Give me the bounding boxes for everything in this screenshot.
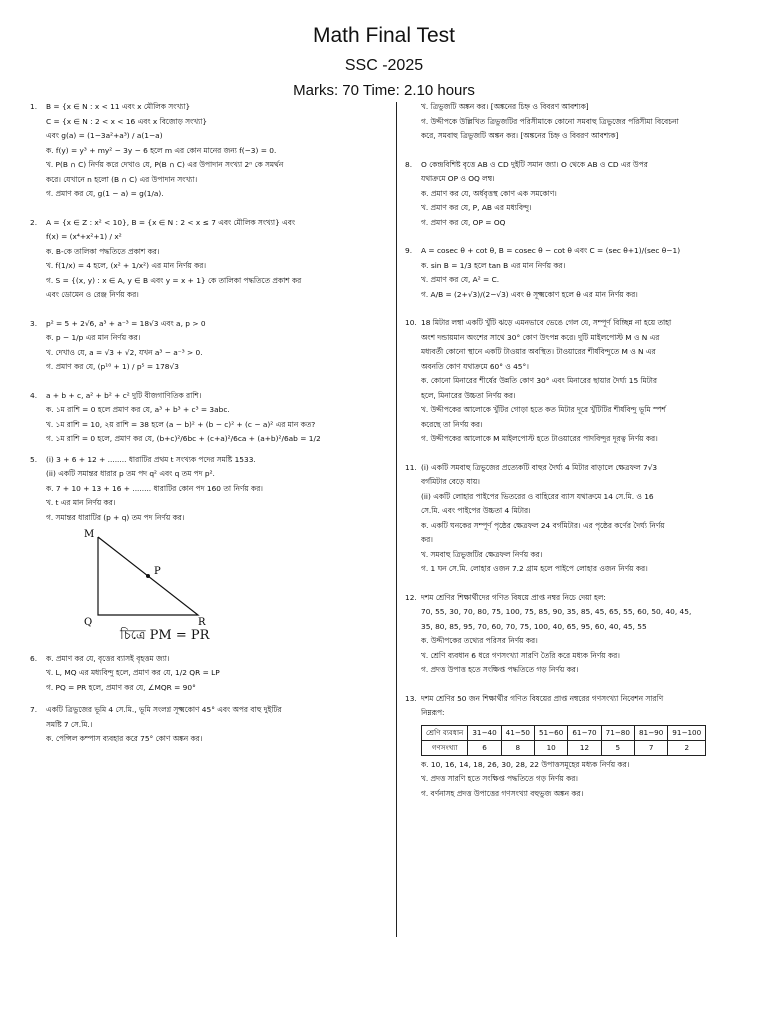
table-cell: 10 xyxy=(534,740,567,755)
table-cell: 12 xyxy=(568,740,601,755)
question-line: সমষ্টি 7 সে.মি.। xyxy=(46,719,93,729)
question-line: খ. f(1/x) = 4 হলে, (x² + 1/x²) এর মান নির্ণয় কর। xyxy=(46,261,206,270)
question-8 xyxy=(405,158,741,231)
question-line: গ. S = {(x, y) : x ∈ A, y ∈ B এবং y = x + 1} কে তালিকা পদ্ধতিতে প্রকাশ কর xyxy=(46,275,302,285)
question-line: গ. উদ্দীপকের আলোকে M মাইলপোস্ট হতে টাওয়ারের পাদবিন্দুর দূরত্ব নির্ণয় কর। xyxy=(421,434,658,443)
question-line: a + b + c, a² + b² + c² দুটি বীজগাণিতিক রাশি। xyxy=(46,390,202,400)
question-line: খ. ত্রিভুজটি অঙ্কন কর। [অঙ্কনের চিহ্ন ও বিবরণ আবশ্যক] xyxy=(421,102,589,111)
question-line: ক. 10, 16, 14, 18, 26, 30, 28, 22 উপাত্তসমূহের মধ্যক নির্ণয় কর। xyxy=(421,759,630,769)
question-number: 3. xyxy=(30,318,38,328)
question-line: খ. P(B ∩ C) নির্ণয় করে দেখাও যে, P(B ∩ C) এর উপাদান সংখ্যা 2ⁿ কে সমর্থন xyxy=(46,160,284,169)
question-line: গ. বর্ণনাসহ প্রদত্ত উপাত্তের গণসংখ্যা বহুভুজ অঙ্কন কর। xyxy=(421,788,584,798)
right-column xyxy=(405,100,741,801)
question-line: একটি ত্রিভুজের ভূমি 4 সে.মি., ভূমি সংলগ্ন সূক্ষ্মকোণ 45° এবং অপর বাহু দুইটির xyxy=(46,705,282,714)
question-line: B = {x ∈ N : x < 11 এবং x মৌলিক সংখ্যা} xyxy=(46,102,191,111)
vertex-label-p: P xyxy=(154,566,161,577)
question-line: ক. প্রমাণ কর যে, অর্ধবৃত্তস্থ কোণ এক সমকোণ। xyxy=(421,188,557,198)
question-line: খ. প্রমাণ কর যে, A² = C. xyxy=(421,275,500,284)
question-line: যথাক্রমে OP ও OQ লম্ব। xyxy=(421,174,495,183)
question-line: ক. কোনো মিনারের শীর্ষের উন্নতি কোণ 30° এবং মিনারের ছায়ার দৈর্ঘ্য 15 মিটার xyxy=(421,376,657,385)
vertex-label-m: M xyxy=(84,529,95,540)
table-cell: 61−70 xyxy=(568,725,601,740)
question-line: খ. শ্রেণি ব্যবধান 6 ধরে গণসংখ্যা সারণি তৈরি করে মধ্যক নির্ণয় কর। xyxy=(421,650,620,660)
question-number: 1. xyxy=(30,102,38,111)
question-line: খ. L, MQ এর মধ্যবিন্দু হলে, প্রমাণ কর যে, 1/2 QR = LP xyxy=(46,668,220,677)
question-line: এবং ডোমেন ও রেঞ্জ নির্ণয় কর। xyxy=(46,290,139,299)
figure-caption: চিত্রে PM = PR xyxy=(120,628,210,643)
question-12 xyxy=(405,591,741,678)
question-line: গ. প্রমাণ কর যে, g(1 − a) = g(1/a). xyxy=(46,189,164,198)
question-number: 12. xyxy=(405,592,417,602)
question-number: 8. xyxy=(405,159,413,169)
exam-subtitle: SSC -2025 xyxy=(344,57,424,74)
question-11 xyxy=(405,461,741,577)
question-line: বর্গমিটার বেড়ে যায়। xyxy=(421,477,480,486)
question-13 xyxy=(405,692,741,802)
question-number: 2. xyxy=(30,217,38,227)
question-number: 7. xyxy=(30,705,38,714)
question-line: p² = 5 + 2√6, a³ + a⁻³ = 18√3 এবং a, p > 0 xyxy=(46,318,206,328)
question-line: 70, 55, 30, 70, 80, 75, 100, 75, 85, 90, 35, 85, 45, 65, 55, 60, 50, 40, 45, xyxy=(421,607,692,616)
question-line: 18 মিটার লম্বা একটি খুঁটি ঝড়ে এমনভাবে ভেঙে গেল যে, সম্পূর্ণ বিচ্ছিন্ন না হয়ে তাহা xyxy=(421,318,672,327)
question-line: ক. উদ্দীপকের তথ্যের পরিসর নির্ণয় কর। xyxy=(421,636,538,645)
vertex-label-q: Q xyxy=(84,617,93,628)
question-line: কর। xyxy=(421,535,433,544)
question-7 xyxy=(30,703,392,747)
question-line: ক. একটি ঘনকের সম্পূর্ণ পৃষ্ঠের ক্ষেত্রফল 24 বর্গমিটার। এর পৃষ্ঠের কর্ণের দৈর্ঘ্য নির্ণয় xyxy=(421,520,665,530)
question-1 xyxy=(30,100,392,202)
left-column xyxy=(30,100,392,747)
question-number: 13. xyxy=(405,693,417,703)
question-line: 35, 80, 85, 95, 70, 60, 70, 75, 100, 40, 65, 95, 60, 40, 45, 55 xyxy=(421,621,647,631)
question-line: ক. B-কে তালিকা পদ্ধতিতে প্রকাশ কর। xyxy=(46,246,160,256)
marks-time: Marks: 70 Time: 2.10 hours xyxy=(293,82,475,99)
vertex-label-r: R xyxy=(198,617,206,628)
table-cell: 41−50 xyxy=(501,725,534,740)
question-7-continued xyxy=(405,100,741,144)
question-line: মধ্যবর্তী কোনো স্থানে একটি টাওয়ার অবস্থিত। টাওয়ারের শীর্ষবিন্দুতে M ও N এর xyxy=(421,347,656,356)
table-row xyxy=(422,725,706,740)
question-number: 6. xyxy=(30,653,38,663)
table-row xyxy=(422,740,706,755)
question-line: গ. প্রমাণ কর যে, OP = OQ xyxy=(421,217,506,227)
question-line: দশম শ্রেণির শিক্ষার্থীদের গণিত বিষয়ে প্রাপ্ত নম্বর নিচে দেয়া হল: xyxy=(421,592,606,602)
question-line: নিম্নরূপ: xyxy=(421,708,445,717)
table-cell: 71−80 xyxy=(601,725,634,740)
question-line: খ. উদ্দীপকের আলোকে খুঁটির গোড়া হতে কত মিটার দূরে খুঁটিটির শীর্ষবিন্দু ভূমি স্পর্শ xyxy=(421,405,666,414)
question-number: 5. xyxy=(30,454,38,464)
question-line: অবনতি কোণ যথাক্রমে 60° ও 45°। xyxy=(421,361,529,371)
question-line: (i) একটি সমবাহু ত্রিভুজের প্রত্যেকটি বাহুর দৈর্ঘ্য 4 মিটার বাড়ালে ক্ষেত্রফল 7√3 xyxy=(421,462,658,472)
question-line: খ. প্রদত্ত সারণি হতে সংক্ষিপ্ত পদ্ধতিতে গড় নির্ণয় কর। xyxy=(421,774,578,783)
question-line: সে.মি. এবং পাইপের উচ্চতা 4 মিটার। xyxy=(421,506,531,515)
question-line: (ii) একটি সমান্তর ধারার p তম পদ q² এবং q তম পদ p². xyxy=(46,469,215,478)
table-cell: 31−40 xyxy=(468,725,501,740)
question-number: 10. xyxy=(405,318,417,327)
question-line: ক. 7 + 10 + 13 + 16 + ........ ধারাটির কোন পদ 160 তা নির্ণয় কর। xyxy=(46,483,263,493)
question-3 xyxy=(30,317,392,375)
question-line: খ. দেখাও যে, a = √3 + √2, যখন a³ − a⁻³ > 0. xyxy=(46,347,203,357)
question-line: অংশ দন্ডায়মান অংশের সাথে 30° কোণ উৎপন্ন করে। দুটি মাইলপোস্ট M ও N এর xyxy=(421,332,660,342)
table-header-cell: গণসংখ্যা xyxy=(422,740,468,755)
question-number: 11. xyxy=(405,462,417,472)
question-line: গ. প্রমাণ কর যে, (p¹⁰ + 1) / p⁵ = 178√3 xyxy=(46,362,179,371)
frequency-table xyxy=(421,725,706,756)
question-line: খ. প্রমাণ কর যে, P, AB এর মধ্যবিন্দু। xyxy=(421,203,532,212)
table-cell: 81−90 xyxy=(634,725,667,740)
question-line: A = {x ∈ Z : x² < 10}, B = {x ∈ N : 2 < x ≤ 7 এবং মৌলিক সংখ্যা} এবং xyxy=(46,217,296,227)
column-divider xyxy=(396,102,397,937)
page-title: Math Final Test xyxy=(312,24,455,47)
question-line: f(x) = (x⁴+x²+1) / x² xyxy=(46,232,122,241)
question-line: দশম শ্রেণির 50 জন শিক্ষার্থীর গণিত বিষয়ের প্রাপ্ত নম্বরের গণসংখ্যা নিবেশন সারণি xyxy=(421,693,664,703)
question-line: গ. PQ = PR হলে, প্রমাণ কর যে, ∠MQR = 90° xyxy=(46,682,196,692)
question-5 xyxy=(30,453,392,526)
triangle-figure xyxy=(70,529,210,629)
question-line: গ. প্রদত্ত উপাত্ত হতে সংক্ষিপ্ত পদ্ধতিতে গড় নির্ণয় কর। xyxy=(421,665,579,674)
question-9 xyxy=(405,244,741,302)
question-line: (ii) একটি লোহার পাইপের ভিতরের ও বাহিরের ব্যাস যথাক্রমে 14 সে.মি. ও 16 xyxy=(421,491,654,501)
question-line: খ. সমবাহু ত্রিভুজটির ক্ষেত্রফল নির্ণয় কর। xyxy=(421,549,543,559)
question-4 xyxy=(30,389,392,447)
question-line: গ. উদ্দীপকে উল্লিখিত ত্রিভুজটির পরিসীমাকে কোনো সমবাহু ত্রিভুজের পরিসীমা বিবেচনা xyxy=(421,116,679,126)
question-line: ক. f(y) = y³ + my² − 3y − 6 হলে m এর কোন মানের জন্য f(−3) = 0. xyxy=(46,145,277,155)
question-line: করে। যেখানে n হলো (B ∩ C) এর উপাদান সংখ্যা। xyxy=(46,174,198,184)
question-line: ক. প্রমাণ কর যে, বৃত্তের ব্যাসই বৃহত্তম জ্যা। xyxy=(46,653,170,663)
table-header-cell: শ্রেণি ব্যবধান xyxy=(422,725,468,740)
question-line: এবং g(a) = (1−3a²+a³) / a(1−a) xyxy=(46,131,163,140)
question-line: গ. সমান্তর ধারাটির (p + q) তম পদ নির্ণয় কর। xyxy=(46,512,185,522)
question-line: ক. sin B = 1/3 হলে tan B এর মান নির্ণয় কর। xyxy=(421,260,566,270)
table-cell: 8 xyxy=(501,740,534,755)
table-cell: 2 xyxy=(668,740,706,755)
table-cell: 91−100 xyxy=(668,725,706,740)
table-cell: 5 xyxy=(601,740,634,755)
question-line: খ. t এর মান নির্ণয় কর। xyxy=(46,498,116,507)
question-2 xyxy=(30,216,392,303)
question-line: গ. 1 ঘন সে.মি. লোহার ওজন 7.2 গ্রাম হলে পাইপে লোহার ওজন নির্ণয় কর। xyxy=(421,564,648,573)
question-line: A = cosec θ + cot θ, B = cosec θ − cot θ এবং C = (sec θ+1)/(sec θ−1) xyxy=(421,246,681,255)
question-6 xyxy=(30,652,392,696)
question-number: 4. xyxy=(30,390,38,400)
question-line: ক. p − 1/p এর মান নির্ণয় কর। xyxy=(46,333,141,342)
question-line: ক. পেন্সিল কম্পাস ব্যবহার করে 75° কোণ অঙ্কন কর। xyxy=(46,734,203,743)
question-10 xyxy=(405,316,741,447)
question-line: C = {x ∈ N : 2 < x < 16 এবং x বিজোড় সংখ্যা} xyxy=(46,116,208,126)
question-number: 9. xyxy=(405,246,413,255)
question-line: ক. ১ম রাশি = 0 হলে প্রমাণ কর যে, a³ + b³ + c³ = 3abc. xyxy=(46,405,230,414)
table-cell: 7 xyxy=(634,740,667,755)
question-line: O কেন্দ্রবিশিষ্ট বৃত্তে AB ও CD দুইটি সমান জ্যা। O থেকে AB ও CD এর উপর xyxy=(421,159,648,169)
question-line: গ. ১ম রাশি = 0 হলে, প্রমাণ কর যে, (b+c)²/6bc + (c+a)²/6ca + (a+b)²/6ab = 1/2 xyxy=(46,434,321,443)
question-line: করে, সমবাহু ত্রিভুজটি অঙ্কন কর। [অঙ্কনের চিহ্ন ও বিবরণ আবশ্যক] xyxy=(421,131,619,140)
table-cell: 6 xyxy=(468,740,501,755)
question-line: গ. A/B = (2+√3)/(2−√3) এবং θ সূক্ষ্মকোণ হলে θ এর মান নির্ণয় কর। xyxy=(421,289,638,299)
question-line: (i) 3 + 6 + 12 + ........ ধারাটির প্রথম t সংখ্যক পদের সমষ্টি 1533. xyxy=(46,454,256,464)
question-line: করেছে তা নির্ণয় কর। xyxy=(421,419,483,429)
question-line: খ. ১ম রাশি = 10, ২য় রাশি = 38 হলে (a − b)² + (b − c)² + (c − a)² এর মান কত? xyxy=(46,419,316,429)
question-line: হলে, মিনারের উচ্চতা নির্ণয় কর। xyxy=(421,390,516,400)
table-cell: 51−60 xyxy=(534,725,567,740)
